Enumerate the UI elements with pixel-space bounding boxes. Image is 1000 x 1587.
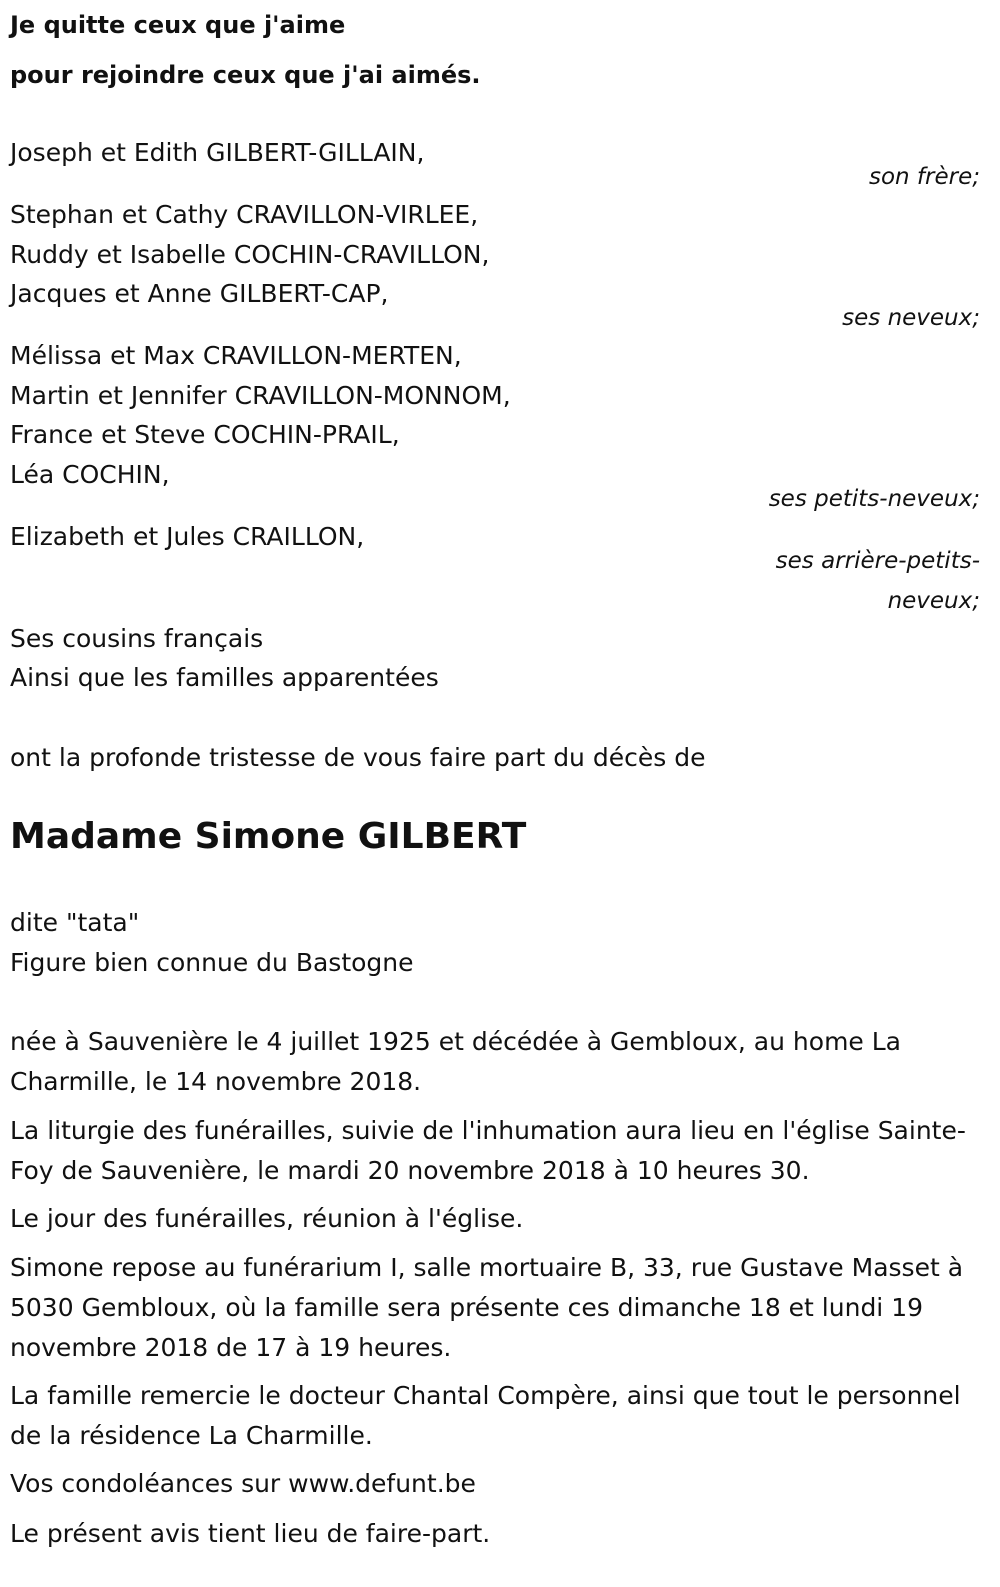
family-member: Mélissa et Max CRAVILLON-MERTEN, bbox=[10, 341, 462, 370]
relation-label-line-2: neveux; bbox=[887, 588, 980, 614]
deceased-name: Madame Simone GILBERT bbox=[10, 816, 527, 857]
deceased-note: Figure bien connue du Bastogne bbox=[10, 948, 414, 977]
obituary-notice bbox=[10, 0, 980, 1587]
closing-paragraph: Le présent avis tient lieu de faire-part. bbox=[10, 1519, 491, 1548]
epigraph-line-1: Je quitte ceux que j'aime bbox=[10, 11, 346, 39]
family-member: Martin et Jennifer CRAVILLON-MONNOM, bbox=[10, 381, 511, 410]
funeral-paragraph: La liturgie des funérailles, suivie de l'inhumation aura lieu en l'église Sainte-Foy de Sauvenière, le mardi 20 novembre 2018 à 10 heures 30. bbox=[10, 1116, 966, 1185]
family-member: Jacques et Anne GILBERT-CAP, bbox=[10, 279, 389, 308]
relation-label: ses neveux; bbox=[842, 305, 980, 331]
family-member: Léa COCHIN, bbox=[10, 460, 170, 489]
epigraph-line-2: pour rejoindre ceux que j'ai aimés. bbox=[10, 61, 481, 89]
thanks-paragraph: La famille remercie le docteur Chantal Compère, ainsi que tout le personnel de la résidence La Charmille. bbox=[10, 1381, 961, 1450]
other-relatives: Ses cousins français bbox=[10, 624, 264, 653]
announcement-text: ont la profonde tristesse de vous faire part du décès de bbox=[10, 743, 706, 772]
relation-label-line-1: ses arrière-petits- bbox=[775, 548, 980, 574]
family-member: France et Steve COCHIN-PRAIL, bbox=[10, 420, 400, 449]
family-member: Elizabeth et Jules CRAILLON, bbox=[10, 522, 365, 551]
condolences-paragraph: Vos condoléances sur www.defunt.be bbox=[10, 1469, 476, 1498]
meeting-paragraph: Le jour des funérailles, réunion à l'église. bbox=[10, 1204, 524, 1233]
funerarium-paragraph: Simone repose au funérarium I, salle mortuaire B, 33, rue Gustave Masset à 5030 Gembloux, où la famille sera présente ces dimanche 18 et lundi 19 novembre 2018 de 17 à 19 heures. bbox=[10, 1253, 964, 1362]
relation-label: ses petits-neveux; bbox=[768, 486, 980, 512]
birth-death-paragraph: née à Sauvenière le 4 juillet 1925 et décédée à Gembloux, au home La Charmille, le 14 novembre 2018. bbox=[10, 1027, 901, 1096]
other-relatives: Ainsi que les familles apparentées bbox=[10, 663, 439, 692]
family-member: Stephan et Cathy CRAVILLON-VIRLEE, bbox=[10, 200, 479, 229]
deceased-nickname: dite "tata" bbox=[10, 908, 140, 937]
family-member: Ruddy et Isabelle COCHIN-CRAVILLON, bbox=[10, 240, 490, 269]
family-member: Joseph et Edith GILBERT-GILLAIN, bbox=[10, 138, 425, 167]
relation-label: son frère; bbox=[868, 164, 980, 190]
